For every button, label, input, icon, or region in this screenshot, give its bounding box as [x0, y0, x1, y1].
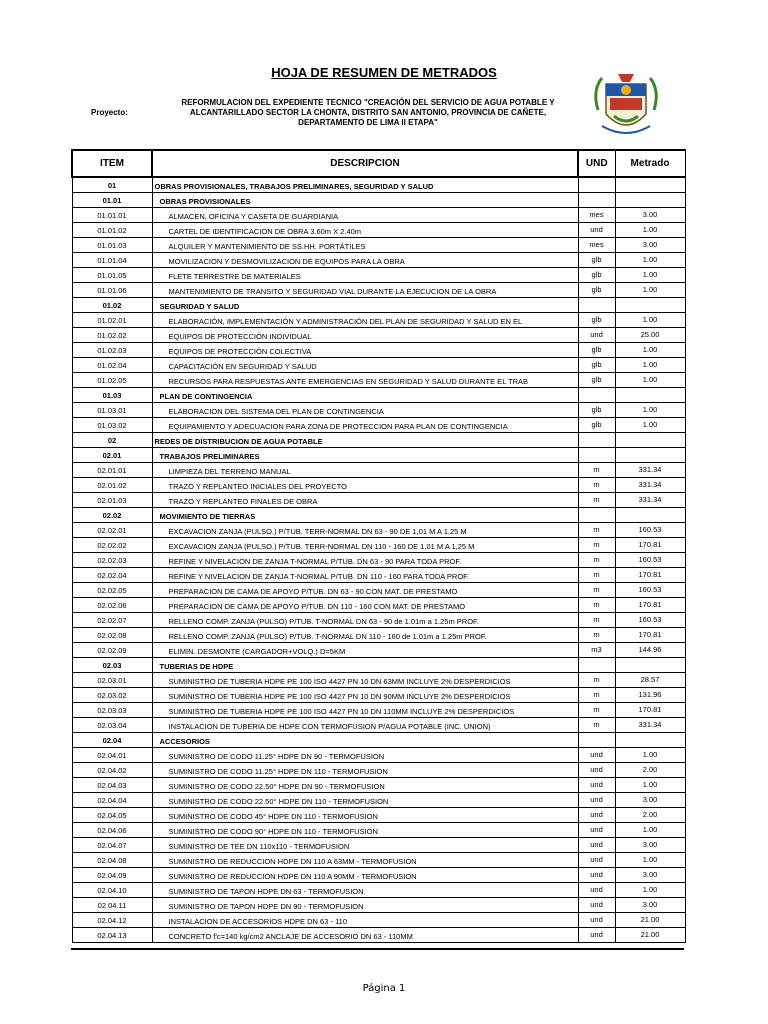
description-cell: PREPARACION DE CAMA DE APOYO P/TUB. DN 110 - 160 CON MAT. DE PRESTAMO [152, 597, 578, 612]
unit-cell: glb [578, 252, 615, 267]
description-cell: EXCAVACION ZANJA (PULSO.) P/TUB. TERR-NORMAL DN 110 - 160 DE 1,01 M A 1,25 M [152, 537, 578, 552]
description-cell: PLAN DE CONTINGENCIA [152, 387, 578, 402]
unit-cell [578, 657, 615, 672]
metrado-cell: 2.00 [615, 762, 685, 777]
item-code-cell: 02.03.03 [72, 702, 152, 717]
description-cell: EQUIPAMIENTO Y ADECUACION PARA ZONA DE PROTECCION PARA PLAN DE CONTINGENCIA [152, 417, 578, 432]
header-metrado: Metrado [615, 150, 685, 177]
description-cell: RELLENO COMP. ZANJA (PULSO) P/TUB. T-NORMAL DN 63 - 90 de 1.01m a 1.25m PROF. [152, 612, 578, 627]
unit-cell: m [578, 672, 615, 687]
item-code-cell: 02.03.01 [72, 672, 152, 687]
table-row [72, 747, 685, 762]
description-cell: RELLENO COMP. ZANJA (PULSO) P/TUB. T-NORMAL DN 110 - 160 de 1.01m a 1.25m PROF. [152, 627, 578, 642]
item-code-cell: 02.02.03 [72, 552, 152, 567]
table-row [72, 837, 685, 852]
item-code-cell: 01.01.04 [72, 252, 152, 267]
item-code-cell: 02.03.02 [72, 687, 152, 702]
metrado-cell: 3.00 [615, 207, 685, 222]
metrado-cell: 3.00 [615, 792, 685, 807]
description-cell: PREPARACION DE CAMA DE APOYO P/TUB. DN 63 - 90 CON MAT. DE PRESTAMO [152, 582, 578, 597]
description-cell: ALQUILER Y MANTENIMIENTO DE SS.HH. PORTÁTILES [152, 237, 578, 252]
unit-cell: und [578, 777, 615, 792]
description-cell: SUMINISTRO DE REDUCCION HDPE DN 110 A 90MM - TERMOFUSION [152, 867, 578, 882]
metrado-cell [615, 387, 685, 402]
item-code-cell: 02.01.01 [72, 462, 152, 477]
item-code-cell: 01 [72, 177, 152, 192]
item-code-cell: 01.01.06 [72, 282, 152, 297]
table-row [72, 507, 685, 522]
header-description: DESCRIPCION [152, 150, 578, 177]
metrado-cell: 1.00 [615, 282, 685, 297]
metrado-cell: 2.00 [615, 807, 685, 822]
table-row [72, 627, 685, 642]
item-code-cell: 01.01 [72, 192, 152, 207]
metrado-cell: 1.00 [615, 342, 685, 357]
metrado-cell [615, 657, 685, 672]
metrado-cell: 3.00 [615, 897, 685, 912]
table-row [72, 732, 685, 747]
description-cell: EQUIPOS DE PROTECCIÓN COLECTIVA [152, 342, 578, 357]
metrado-cell: 170.81 [615, 567, 685, 582]
unit-cell: m [578, 567, 615, 582]
description-cell: TRABAJOS PRELIMINARES [152, 447, 578, 462]
description-cell: SUMINISTRO DE CODO 11.25° HDPE DN 90 - TERMOFUSION [152, 747, 578, 762]
description-cell: SUMINISTRO DE CODO 22.50° HDPE DN 110 - TERMOFUSION [152, 792, 578, 807]
description-cell: CAPACITACIÓN EN SEGURIDAD Y SALUD [152, 357, 578, 372]
metrado-cell [615, 177, 685, 192]
table-row [72, 297, 685, 312]
item-code-cell: 01.03 [72, 387, 152, 402]
description-cell: INSTALACION DE TUBERIA DE HDPE CON TERMOFUSION P/AGUA POTABLE (INC. UNION) [152, 717, 578, 732]
unit-cell: m [578, 582, 615, 597]
table-row [72, 882, 685, 897]
item-code-cell: 02.04.13 [72, 927, 152, 942]
description-cell: SUMINISTRO DE TUBERIA HDPE PE 100 ISO 4427 PN 10 DN 90MM INCLUYE 2% DESPERDICIOS [152, 687, 578, 702]
table-row [72, 612, 685, 627]
item-code-cell: 02.04.04 [72, 792, 152, 807]
metrado-cell [615, 192, 685, 207]
metrado-cell [615, 297, 685, 312]
table-row [72, 702, 685, 717]
unit-cell: glb [578, 402, 615, 417]
unit-cell: m [578, 702, 615, 717]
metrado-cell [615, 432, 685, 447]
item-code-cell: 01.03.02 [72, 417, 152, 432]
document-title: HOJA DE RESUMEN DE METRADOS [271, 65, 497, 80]
metrado-cell: 3.00 [615, 867, 685, 882]
metrado-cell: 1.00 [615, 372, 685, 387]
description-cell: MOVIMIENTO DE TIERRAS [152, 507, 578, 522]
project-line-3: DEPARTAMENTO DE LIMA II ETAPA" [298, 118, 438, 127]
table-row [72, 282, 685, 297]
table-row [72, 642, 685, 657]
table-row [72, 447, 685, 462]
description-cell: ELABORACIÓN, IMPLEMENTACIÓN Y ADMINISTRACIÓN DEL PLAN DE SEGURIDAD Y SALUD EN EL [152, 312, 578, 327]
item-code-cell: 02.01.03 [72, 492, 152, 507]
item-code-cell: 02 [72, 432, 152, 447]
description-cell: SUMINISTRO DE TAPON HDPE DN 90 - TERMOFUSION [152, 897, 578, 912]
description-cell: TUBERIAS DE HDPE [152, 657, 578, 672]
municipal-coat-of-arms-logo [588, 70, 664, 142]
unit-cell [578, 387, 615, 402]
table-row [72, 192, 685, 207]
unit-cell: m [578, 492, 615, 507]
description-cell: ALMACEN, OFICINA Y CASETA DE GUARDIANIA [152, 207, 578, 222]
item-code-cell: 02.04.09 [72, 867, 152, 882]
table-row [72, 207, 685, 222]
metrado-cell: 160.53 [615, 522, 685, 537]
unit-cell: m [578, 462, 615, 477]
metrado-cell: 25.00 [615, 327, 685, 342]
description-cell: SUMINISTRO DE TEE DN 110x110 - TERMOFUSION [152, 837, 578, 852]
metrado-cell: 331.34 [615, 492, 685, 507]
header-unit: UND [578, 150, 615, 177]
description-cell: SUMINISTRO DE CODO 45° HDPE DN 110 - TERMOFUSION [152, 807, 578, 822]
item-code-cell: 01.02 [72, 297, 152, 312]
description-cell: ACCESORIOS [152, 732, 578, 747]
description-cell: TRAZO Y REPLANTEO INICIALES DEL PROYECTO [152, 477, 578, 492]
table-row [72, 372, 685, 387]
item-code-cell: 02.02.08 [72, 627, 152, 642]
description-cell: SUMINISTRO DE TAPON HDPE DN 63 - TERMOFUSION [152, 882, 578, 897]
description-cell: SUMINISTRO DE CODO 22.50° HDPE DN 90 - TERMOFUSION [152, 777, 578, 792]
item-code-cell: 02.04.11 [72, 897, 152, 912]
description-cell: OBRAS PROVISIONALES [152, 192, 578, 207]
metrado-cell: 1.00 [615, 417, 685, 432]
table-row [72, 687, 685, 702]
unit-cell: m [578, 597, 615, 612]
item-code-cell: 02.02.04 [72, 567, 152, 582]
table-row [72, 912, 685, 927]
metrado-cell: 1.00 [615, 822, 685, 837]
table-bottom-border [71, 948, 684, 950]
item-code-cell: 02.03.04 [72, 717, 152, 732]
unit-cell: m [578, 717, 615, 732]
unit-cell: glb [578, 342, 615, 357]
table-row [72, 267, 685, 282]
table-row [72, 252, 685, 267]
unit-cell: m [578, 522, 615, 537]
metrado-cell: 1.00 [615, 402, 685, 417]
table-row [72, 867, 685, 882]
unit-cell: und [578, 822, 615, 837]
metrado-cell: 331.34 [615, 477, 685, 492]
item-code-cell: 02.04.01 [72, 747, 152, 762]
unit-cell: und [578, 837, 615, 852]
item-code-cell: 02.04.12 [72, 912, 152, 927]
unit-cell: mes [578, 237, 615, 252]
metrado-cell: 28.57 [615, 672, 685, 687]
unit-cell [578, 297, 615, 312]
unit-cell: m [578, 627, 615, 642]
item-code-cell: 02.01.02 [72, 477, 152, 492]
item-code-cell: 01.02.05 [72, 372, 152, 387]
description-cell: RECURSOS PARA RESPUESTAS ANTE EMERGENCIAS EN SEGURIDAD Y SALUD DURANTE EL TRAB [152, 372, 578, 387]
table-row [72, 672, 685, 687]
item-code-cell: 02.02.01 [72, 522, 152, 537]
item-code-cell: 02.04.10 [72, 882, 152, 897]
metrado-cell: 1.00 [615, 882, 685, 897]
metrado-cell: 3.00 [615, 837, 685, 852]
metrado-cell: 160.53 [615, 612, 685, 627]
table-row [72, 597, 685, 612]
table-row [72, 777, 685, 792]
table-row [72, 357, 685, 372]
item-code-cell: 01.02.04 [72, 357, 152, 372]
table-row [72, 762, 685, 777]
item-code-cell: 02.01 [72, 447, 152, 462]
metrado-cell [615, 507, 685, 522]
unit-cell: m [578, 612, 615, 627]
metrado-cell: 1.00 [615, 267, 685, 282]
table-row [72, 432, 685, 447]
metrado-cell: 21.00 [615, 927, 685, 942]
table-row [72, 312, 685, 327]
table-row [72, 897, 685, 912]
item-code-cell: 02.02.05 [72, 582, 152, 597]
unit-cell: m [578, 687, 615, 702]
metrado-cell: 160.53 [615, 582, 685, 597]
item-code-cell: 01.02.02 [72, 327, 152, 342]
item-code-cell: 02.04.03 [72, 777, 152, 792]
metrado-cell: 131.96 [615, 687, 685, 702]
table-row [72, 492, 685, 507]
item-code-cell: 01.02.03 [72, 342, 152, 357]
unit-cell: und [578, 222, 615, 237]
table-row [72, 552, 685, 567]
metrado-cell: 21.00 [615, 912, 685, 927]
table-row [72, 402, 685, 417]
unit-cell: m [578, 477, 615, 492]
metrado-cell: 1.00 [615, 777, 685, 792]
metrado-cell: 1.00 [615, 357, 685, 372]
unit-cell: glb [578, 372, 615, 387]
table-row [72, 237, 685, 252]
page-number: Página 1 [362, 983, 406, 994]
item-code-cell: 02.04.06 [72, 822, 152, 837]
table-row [72, 387, 685, 402]
unit-cell: glb [578, 417, 615, 432]
description-cell: FLETE TERRESTRE DE MATERIALES [152, 267, 578, 282]
description-cell: CONCRETO f'c=140 kg/cm2 ANCLAJE DE ACCESORIO DN 63 - 110MM [152, 927, 578, 942]
item-code-cell: 02.04 [72, 732, 152, 747]
item-code-cell: 02.02.02 [72, 537, 152, 552]
header-item: ITEM [72, 150, 152, 177]
description-cell: REFINE Y NIVELACION DE ZANJA T-NORMAL P/TUB. DN 63 - 90 PARA TODA PROF. [152, 552, 578, 567]
table-row [72, 342, 685, 357]
metrado-cell: 1.00 [615, 312, 685, 327]
metrado-cell: 170.81 [615, 627, 685, 642]
table-row [72, 657, 685, 672]
unit-cell [578, 192, 615, 207]
description-cell: SUMINISTRO DE TUBERIA HDPE PE 100 ISO 4427 PN 10 DN 110MM INCLUYE 2% DESPERDICIOS [152, 702, 578, 717]
unit-cell: glb [578, 312, 615, 327]
unit-cell: und [578, 852, 615, 867]
description-cell: EXCAVACION ZANJA (PULSO.) P/TUB. TERR-NORMAL DN 63 - 90 DE 1,01 M A 1,25 M [152, 522, 578, 537]
table-row [72, 177, 685, 192]
metrado-cell [615, 447, 685, 462]
table-row [72, 717, 685, 732]
unit-cell [578, 177, 615, 192]
item-code-cell: 02.02.07 [72, 612, 152, 627]
table-row [72, 792, 685, 807]
unit-cell: glb [578, 267, 615, 282]
item-code-cell: 01.01.01 [72, 207, 152, 222]
unit-cell [578, 447, 615, 462]
table-row [72, 222, 685, 237]
unit-cell: m3 [578, 642, 615, 657]
description-cell: EQUIPOS DE PROTECCIÓN INDIVIDUAL [152, 327, 578, 342]
unit-cell: mes [578, 207, 615, 222]
item-code-cell: 01.02.01 [72, 312, 152, 327]
description-cell: ELIMIN. DESMONTE (CARGADOR+VOLQ.) D=5KM [152, 642, 578, 657]
table-row [72, 522, 685, 537]
description-cell: SUMINISTRO DE REDUCCION HDPE DN 110 A 63MM - TERMOFUSION [152, 852, 578, 867]
metrado-cell: 1.00 [615, 222, 685, 237]
unit-cell: und [578, 807, 615, 822]
table-row [72, 417, 685, 432]
unit-cell: glb [578, 282, 615, 297]
item-code-cell: 02.02.06 [72, 597, 152, 612]
unit-cell: m [578, 537, 615, 552]
description-cell: SUMINISTRO DE CODO 90° HDPE DN 110 - TERMOFUSION [152, 822, 578, 837]
table-row [72, 462, 685, 477]
metrado-cell: 3.00 [615, 237, 685, 252]
item-code-cell: 02.02.09 [72, 642, 152, 657]
table-row [72, 807, 685, 822]
item-code-cell: 02.04.08 [72, 852, 152, 867]
item-code-cell: 01.01.05 [72, 267, 152, 282]
table-row [72, 327, 685, 342]
table-row [72, 567, 685, 582]
description-cell: REFINE Y NIVELACION DE ZANJA T-NORMAL P/TUB. DN 110 - 160 PARA TODA PROF. [152, 567, 578, 582]
metrado-cell: 1.00 [615, 852, 685, 867]
unit-cell: und [578, 867, 615, 882]
item-code-cell: 01.01.02 [72, 222, 152, 237]
unit-cell: und [578, 762, 615, 777]
description-cell: CARTEL DE IDENTIFICACION DE OBRA 3.60m X 2.40m [152, 222, 578, 237]
project-line-1: REFORMULACION DEL EXPEDIENTE TECNICO "CREACIÓN DEL SERVICIO DE AGUA POTABLE Y [181, 98, 555, 107]
item-code-cell: 02.04.05 [72, 807, 152, 822]
metrado-cell: 144.96 [615, 642, 685, 657]
project-description [158, 98, 578, 128]
metrado-cell: 1.00 [615, 747, 685, 762]
metrado-cell: 170.81 [615, 537, 685, 552]
metrados-table [71, 149, 686, 943]
unit-cell: glb [578, 357, 615, 372]
unit-cell: m [578, 552, 615, 567]
project-label: Proyecto: [91, 108, 128, 117]
table-row [72, 582, 685, 597]
description-cell: OBRAS PROVISIONALES, TRABAJOS PRELIMINARES, SEGURIDAD Y SALUD [152, 177, 578, 192]
item-code-cell: 02.04.07 [72, 837, 152, 852]
table-header-row [72, 150, 685, 177]
description-cell: REDES DE DISTRIBUCION DE AGUA POTABLE [152, 432, 578, 447]
unit-cell [578, 432, 615, 447]
description-cell: ELABORACION DEL SISTEMA DEL PLAN DE CONTINGENCIA [152, 402, 578, 417]
metrado-cell: 160.53 [615, 552, 685, 567]
table-row [72, 852, 685, 867]
unit-cell: und [578, 897, 615, 912]
description-cell: MOVILIZACION Y DESMOVILIZACION DE EQUIPOS PARA LA OBRA [152, 252, 578, 267]
description-cell: SUMINISTRO DE CODO 11.25° HDPE DN 110 - TERMOFUSION [152, 762, 578, 777]
table-row [72, 537, 685, 552]
unit-cell: und [578, 327, 615, 342]
metrado-cell: 331.34 [615, 462, 685, 477]
unit-cell: und [578, 747, 615, 762]
unit-cell: und [578, 792, 615, 807]
description-cell: LIMPIEZA DEL TERRENO MANUAL [152, 462, 578, 477]
item-code-cell: 02.04.02 [72, 762, 152, 777]
unit-cell: und [578, 927, 615, 942]
unit-cell: und [578, 912, 615, 927]
item-code-cell: 01.01.03 [72, 237, 152, 252]
metrado-cell [615, 732, 685, 747]
description-cell: MANTENIMIENTO DE TRANSITO Y SEGURIDAD VIAL DURANTE LA EJECUCION DE LA OBRA [152, 282, 578, 297]
metrado-cell: 331.34 [615, 717, 685, 732]
description-cell: SEGURIDAD Y SALUD [152, 297, 578, 312]
unit-cell [578, 732, 615, 747]
unit-cell: und [578, 882, 615, 897]
description-cell: INSTALACION DE ACCESORIOS HDPE DN 63 - 110 [152, 912, 578, 927]
table-row [72, 822, 685, 837]
table-row [72, 477, 685, 492]
description-cell: SUMINISTRO DE TUBERIA HDPE PE 100 ISO 4427 PN 10 DN 63MM INCLUYE 2% DESPERDICIOS [152, 672, 578, 687]
unit-cell [578, 507, 615, 522]
metrado-cell: 170.81 [615, 597, 685, 612]
item-code-cell: 02.02 [72, 507, 152, 522]
item-code-cell: 01.03.01 [72, 402, 152, 417]
project-line-2: ALCANTARILLADO SECTOR LA CHONTA, DISTRITO SAN ANTONIO, PROVINCIA DE CAÑETE, [189, 108, 547, 117]
metrado-cell: 1.00 [615, 252, 685, 267]
table-row [72, 927, 685, 942]
description-cell: TRAZO Y REPLANTEO FINALES DE OBRA [152, 492, 578, 507]
item-code-cell: 02.03 [72, 657, 152, 672]
metrado-cell: 170.81 [615, 702, 685, 717]
